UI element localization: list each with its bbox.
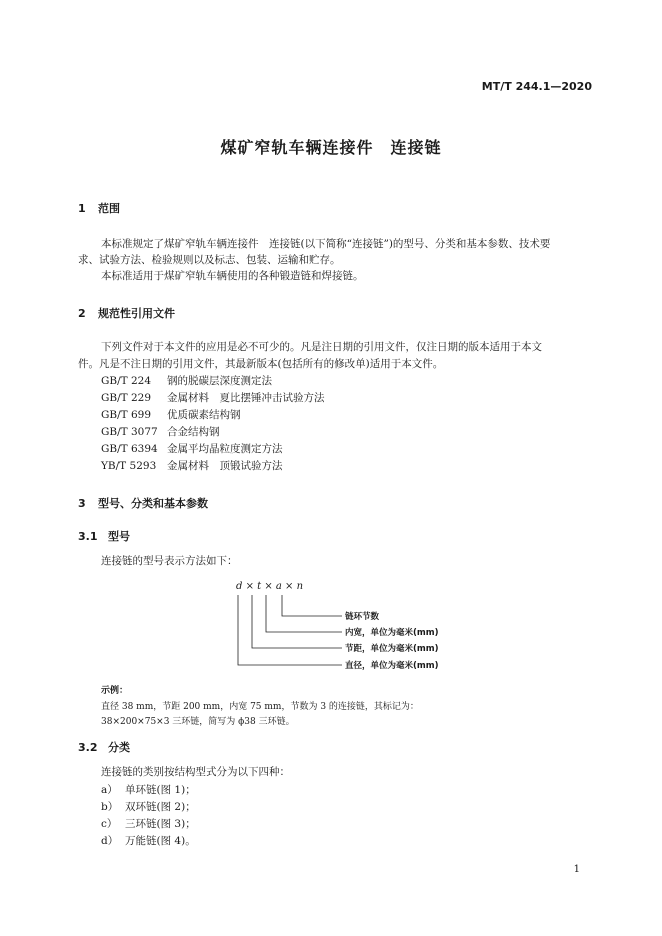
section-number: 3.1	[78, 530, 98, 543]
reference-code: GB/T 3077	[101, 426, 158, 438]
section-number: 3	[78, 497, 86, 510]
classification-item	[101, 816, 196, 831]
reference-code: YB/T 5293	[101, 460, 157, 472]
reference-name: 金属材料 顶锻试验方法	[167, 460, 283, 472]
classification-item	[101, 833, 196, 848]
classification-item	[101, 799, 196, 814]
item-label: d）	[101, 835, 119, 847]
leader-line-t	[252, 595, 342, 648]
example-line-1: 直径 38 mm，节距 200 mm，内宽 75 mm，节数为 3 的连接链，其标记为：	[101, 702, 419, 712]
classification-item	[101, 782, 196, 797]
item-label: a）	[101, 784, 118, 796]
label-pitch: 节距，单位为毫米(mm)	[345, 644, 439, 654]
document-title: 煤矿窄轨车辆连接件 连接链	[220, 138, 442, 157]
leader-line-d	[238, 595, 342, 665]
model-formula: d × t × a × n	[236, 581, 304, 592]
example-line-2: 38×200×75×3 三环链，简写为 ϕ38 三环链。	[101, 717, 295, 727]
reference-name: 钢的脱碳层深度测定法	[167, 375, 272, 387]
page-number: 1	[573, 864, 580, 875]
reference-code: GB/T 229	[101, 392, 152, 404]
section-title: 型号	[108, 530, 130, 543]
section-title: 分类	[108, 741, 130, 754]
classification-intro: 连接链的类别按结构型式分为以下四种：	[101, 766, 290, 778]
section-title: 型号、分类和基本参数	[98, 497, 208, 510]
section-2-para-line-2: 件。凡是不注日期的引用文件，其最新版本(包括所有的修改单)适用于本文件。	[78, 358, 444, 370]
section-2-para-line-1: 下列文件对于本文件的应用是必不可少的。凡是注日期的引用文件，仅注日期的版本适用于本文	[101, 341, 542, 353]
item-label: c）	[101, 818, 118, 830]
model-intro: 连接链的型号表示方法如下：	[101, 555, 238, 567]
reference-name: 金属材料 夏比摆锤冲击试验方法	[167, 392, 325, 404]
section-number: 2	[78, 307, 86, 320]
label-diameter: 直径，单位为毫米(mm)	[345, 661, 439, 671]
section-number: 1	[78, 202, 86, 215]
reference-name: 优质碳素结构钢	[167, 409, 241, 421]
label-inner-width: 内宽，单位为毫米(mm)	[345, 628, 439, 638]
label-link-count: 链环节数	[345, 612, 380, 622]
item-text: 双环链(图 2)；	[125, 801, 196, 813]
standard-number: MT/T 244.1—2020	[481, 80, 592, 93]
section-title: 规范性引用文件	[98, 307, 175, 320]
item-text: 单环链(图 1)；	[125, 784, 196, 796]
leader-line-n	[282, 595, 342, 616]
leader-line-a	[266, 595, 342, 632]
reference-code: GB/T 6394	[101, 443, 158, 455]
reference-name: 金属平均晶粒度测定方法	[167, 443, 283, 455]
reference-code: GB/T 699	[101, 409, 152, 421]
example-title: 示例：	[101, 686, 129, 696]
reference-name: 合金结构钢	[167, 426, 220, 438]
section-1-para-1-line-2: 求、试验方法、检验规则以及标志、包装、运输和贮存。	[78, 254, 341, 266]
item-label: b）	[101, 801, 119, 813]
item-text: 万能链(图 4)。	[125, 835, 196, 847]
section-title: 范围	[98, 202, 120, 215]
reference-code: GB/T 224	[101, 375, 152, 387]
section-1-para-1-line-1: 本标准规定了煤矿窄轨车辆连接件 连接链(以下简称“连接链”)的型号、分类和基本参数、技术要	[101, 238, 551, 250]
section-number: 3.2	[78, 741, 98, 754]
section-1-para-2: 本标准适用于煤矿窄轨车辆使用的各种锻造链和焊接链。	[101, 270, 364, 282]
section-3-2-heading	[78, 739, 130, 755]
item-text: 三环链(图 3)；	[125, 818, 196, 830]
